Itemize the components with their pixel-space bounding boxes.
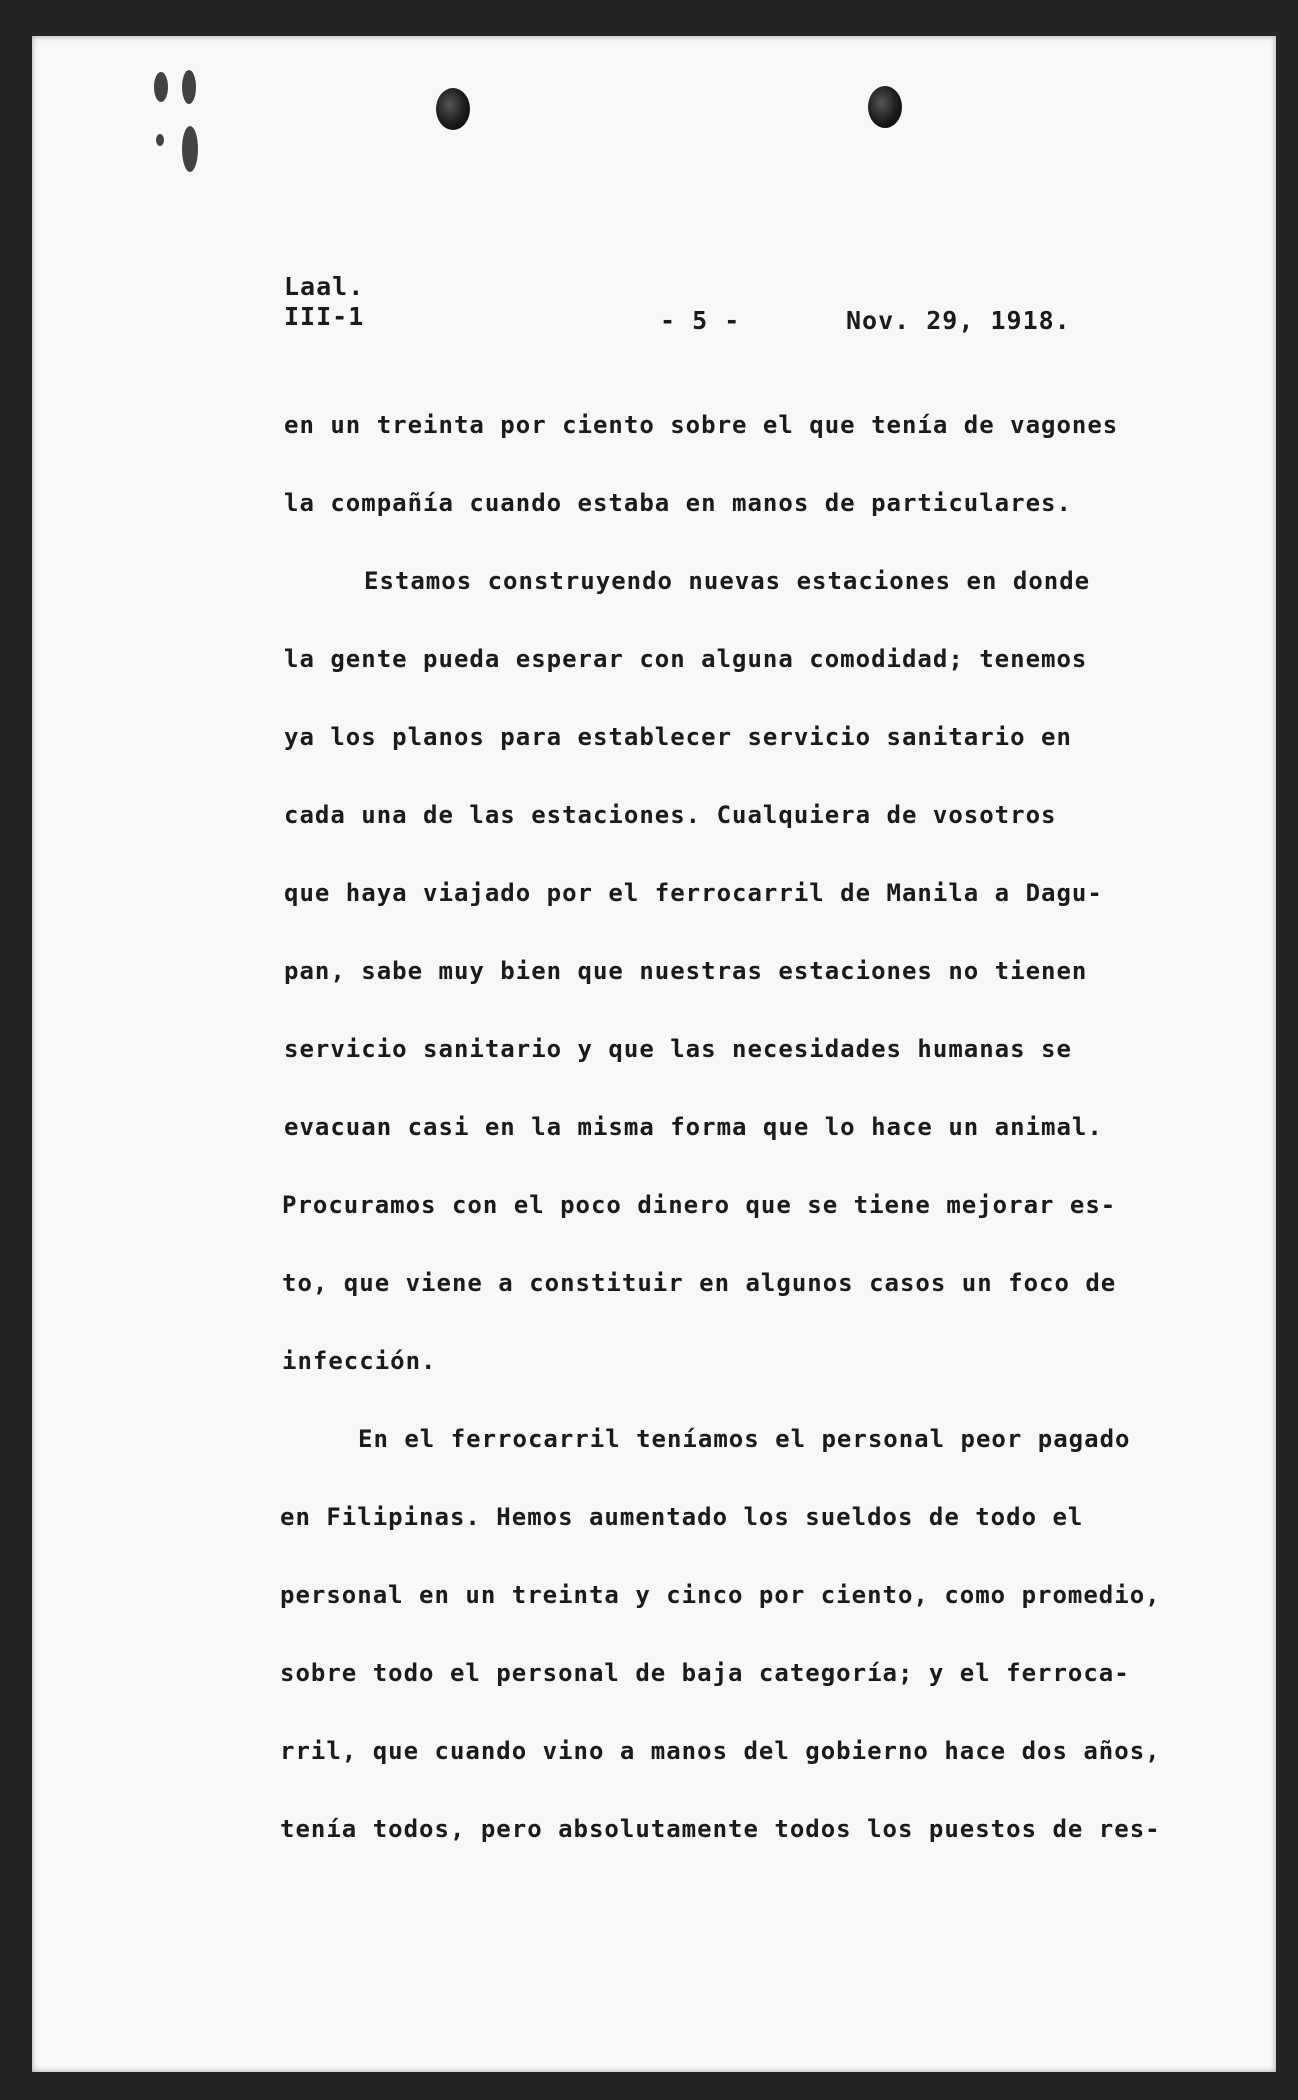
text-line: la compañía cuando estaba en manos de particulares. bbox=[284, 489, 1072, 517]
text-line: evacuan casi en la misma forma que lo hace un animal. bbox=[284, 1113, 1103, 1141]
text-line: sobre todo el personal de baja categoría; y el ferroca- bbox=[280, 1659, 1130, 1687]
header-initials: Laal. bbox=[284, 272, 365, 301]
header-date: Nov. 29, 1918. bbox=[846, 306, 1071, 335]
header-reference-code: III-1 bbox=[284, 302, 365, 331]
text-line: rril, que cuando vino a manos del gobierno hace dos años, bbox=[280, 1737, 1161, 1765]
document-page bbox=[32, 36, 1276, 2072]
text-line: pan, sabe muy bien que nuestras estaciones no tienen bbox=[284, 957, 1088, 985]
text-line: tenía todos, pero absolutamente todos los puestos de res- bbox=[280, 1815, 1161, 1843]
body-text bbox=[32, 36, 1276, 2072]
text-line: Estamos construyendo nuevas estaciones en donde bbox=[364, 567, 1091, 595]
text-line: cada una de las estaciones. Cualquiera de vosotros bbox=[284, 801, 1057, 829]
text-line: servicio sanitario y que las necesidades humanas se bbox=[284, 1035, 1072, 1063]
text-line: ya los planos para establecer servicio sanitario en bbox=[284, 723, 1072, 751]
page-number: - 5 - bbox=[660, 306, 741, 335]
text-line: Procuramos con el poco dinero que se tiene mejorar es- bbox=[282, 1191, 1117, 1219]
text-line: que haya viajado por el ferrocarril de Manila a Dagu- bbox=[284, 879, 1103, 907]
text-line: la gente pueda esperar con alguna comodidad; tenemos bbox=[284, 645, 1088, 673]
text-line: en un treinta por ciento sobre el que tenía de vagones bbox=[284, 411, 1119, 439]
text-line: to, que viene a constituir en algunos casos un foco de bbox=[282, 1269, 1117, 1297]
text-line: infección. bbox=[282, 1347, 437, 1375]
text-line: en Filipinas. Hemos aumentado los sueldos de todo el bbox=[280, 1503, 1084, 1531]
text-line: personal en un treinta y cinco por ciento, como promedio, bbox=[280, 1581, 1161, 1609]
text-line: En el ferrocarril teníamos el personal peor pagado bbox=[358, 1425, 1131, 1453]
